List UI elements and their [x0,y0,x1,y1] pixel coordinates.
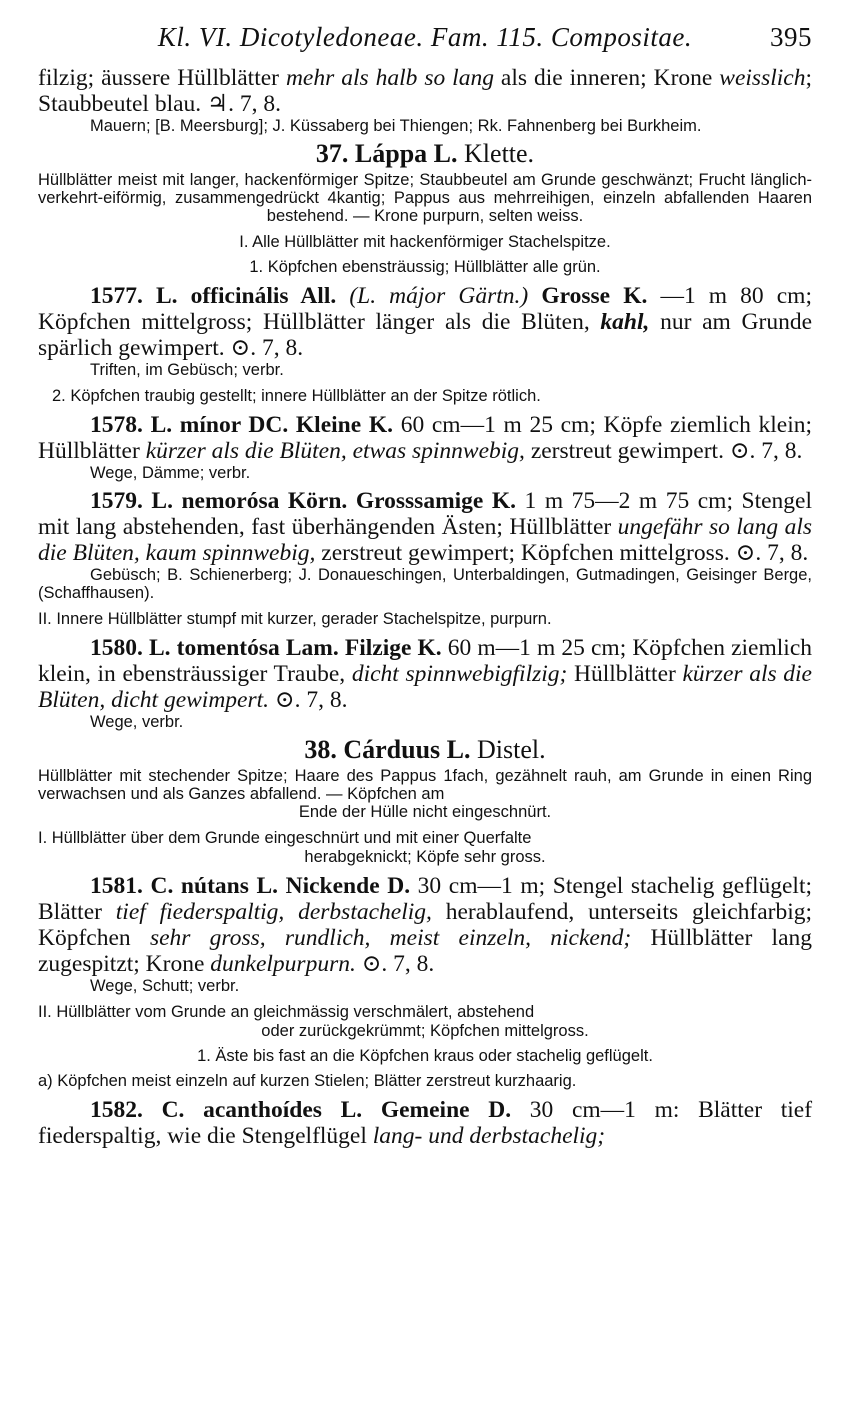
genus-description: Ende der Hülle nicht eingeschnürt. [298,803,552,821]
key-lead: herabgeknickt; Köpfe sehr gross. [304,848,546,866]
species-common-name: Nickende D. [285,873,411,899]
species-common-name: Grosssamige K. [355,488,517,514]
species-name: C. nútans L. [150,873,279,899]
text-run-italic: lang- und derbstachelig; [372,1123,606,1149]
text-run: ⊙. 7, 8. [355,951,435,977]
key-lead: II. Hüllblätter vom Grunde an gleichmässig verschmälert, abstehend [38,1003,535,1021]
species-name: L. mínor DC. [150,412,289,438]
text-run: 30 cm—1 m: Blätter tief fiederspaltig, wie die Stengelflügel [38,1097,813,1149]
text-run: —1 m 80 cm; Köpfchen mittelgross; Hüllblätter länger als die Blüten, [38,283,812,335]
key-lead: I. Hüllblätter über dem Grunde eingeschnürt und mit einer Querfalte [38,829,532,847]
species-number: 1582. [90,1097,143,1123]
text-run: als die inneren; [493,65,647,91]
genus-common-name: Klette. [464,139,535,168]
habitat-note: Wege, verbr. [90,713,184,731]
text-run-italic: kahl, [600,309,650,335]
species-1581 [38,873,812,977]
species-common-name: Kleine K. [295,412,394,438]
text-run-italic: sehr gross, rundlich, meist einzeln, nickend; [149,925,632,951]
running-title: Kl. VI. Dicotyledoneae. Fam. 115. Compositae. [157,22,693,52]
genus-name: Cárduus L. [343,735,471,764]
genus-number: 38. [304,735,337,764]
genus-description: Hüllblätter mit stechender Spitze; Haare des Pappus 1fach, gezähnelt rauh, am Grunde in einen Ring verwachsen und als Ganzes abfallend. — Köpfchen am [38,767,812,803]
species-number: 1578. [90,412,143,438]
text-run: 60 m—1 m 25 cm; Köpfchen ziemlich klein, in ebensträussiger Traube, [38,635,813,687]
text-run: ; Staubbeutel blau. ♃. 7, 8. [38,65,812,117]
species-name: C. acanthoídes L. [161,1097,363,1123]
species-synonym: (L. májor Gärtn.) [349,283,529,309]
genus-heading-lappa [38,139,812,169]
text-run-italic: tief fiederspaltig, derbstachelig, [115,899,432,925]
text-run: zerstreut gewimpert. ⊙. 7, 8. [524,438,803,464]
species-1579 [38,488,812,566]
text-run-italic: weisslich [719,65,806,91]
species-number: 1581. [90,873,143,899]
text-run: filzig; äussere Hüllblätter [38,65,286,91]
text-run: 60 cm—1 m 25 cm; Köpfe ziemlich klein; Hüllblätter [38,412,813,464]
key-lead: II. Innere Hüllblätter stumpf mit kurzer, gerader Stachelspitze, purpurn. [38,610,552,628]
text-run: Hüllblätter lang zugespitzt; Krone [38,925,813,977]
habitat-note: Gebüsch; B. Schienerberg; J. Donaueschingen, Unterbaldingen, Gutmadingen, Geisinger Berge, (Schaffhausen). [38,566,812,602]
genus-common-name: Distel. [477,735,546,764]
continuation-text [38,65,812,117]
text-run: 30 cm—1 m; Stengel stachelig geflügelt; Blätter [38,873,813,925]
text-run-italic: dicht spinnwebigfilzig; [351,661,568,687]
text-run: ⊙. 7, 8. [269,687,348,713]
habitat-note: Mauern; [B. Meersburg]; J. Küssaberg bei Thiengen; Rk. Fahnenberg bei Burkheim. [90,117,702,135]
habitat-note: Triften, im Gebüsch; verbr. [90,361,284,379]
text-run: herablaufend, unterseits gleichfarbig; Köpfchen [38,899,813,951]
key-lead: 1. Äste bis fast an die Köpfchen kraus oder stachelig geflügelt. [197,1047,653,1065]
habitat-note: Wege, Schutt; verbr. [90,977,240,995]
text-run-italic: dunkelpurpurn. [210,951,356,977]
species-common-name: Gemeine D. [380,1097,512,1123]
running-header [38,22,812,53]
text-run: Krone [653,65,720,91]
habitat-note: Wege, Dämme; verbr. [90,464,251,482]
page-number: 395 [770,22,812,52]
genus-heading-carduus [38,735,812,765]
key-lead: I. Alle Hüllblätter mit hackenförmiger Stachelspitze. [239,233,611,251]
genus-description: Hüllblätter meist mit langer, hackenförmiger Spitze; Staubbeutel am Grunde geschwänzt; Frucht länglich-verkehrt-eiförmig, zusammengedrückt 4kantig; Pappus aus mehrreihigen, einzeln abfallenden Haaren bestehend. — Krone purpurn, selten weiss. [38,171,812,225]
species-number: 1580. [90,635,143,661]
key-lead: oder zurückgekrümmt; Köpfchen mittelgross. [261,1022,589,1040]
species-1582 [38,1097,812,1149]
species-common-name: Filzige K. [344,635,442,661]
species-name: L. officinális All. [155,283,337,309]
species-number: 1577. [90,283,143,309]
text-run: 1 m 75—2 m 75 cm; Stengel mit lang abstehenden, fast überhängenden Ästen; Hüllblätter [38,488,812,540]
key-lead: 2. Köpfchen traubig gestellt; innere Hüllblätter an der Spitze rötlich. [52,387,541,405]
species-1578 [38,412,812,464]
key-lead: a) Köpfchen meist einzeln auf kurzen Stielen; Blätter zerstreut kurzhaarig. [38,1072,577,1090]
species-1580 [38,635,812,713]
text-run-italic: kürzer als die Blüten, etwas spinnwebig, [145,438,525,464]
species-common-name: Grosse K. [541,283,648,309]
species-name: L. tomentósa Lam. [148,635,339,661]
species-1577 [38,283,812,361]
text-run-italic: mehr als halb so lang [285,65,494,91]
key-lead: 1. Köpfchen ebensträussig; Hüllblätter alle grün. [249,258,601,276]
text-run-italic: ungefähr so lang als die Blüten, kaum spinnwebig, [38,514,812,566]
genus-number: 37. [315,139,349,168]
species-number: 1579. [90,488,143,514]
text-run: nur am Grunde spärlich gewimpert. ⊙. 7, 8. [38,309,813,361]
text-run: Hüllblätter [567,661,683,687]
text-run-italic: kürzer als die Blüten, dicht gewimpert. [38,661,812,713]
genus-name: Láppa L. [354,139,458,168]
text-run: zerstreut gewimpert; Köpfchen mittelgross. ⊙. 7, 8. [315,540,809,566]
species-name: L. nemorósa Körn. [151,488,348,514]
